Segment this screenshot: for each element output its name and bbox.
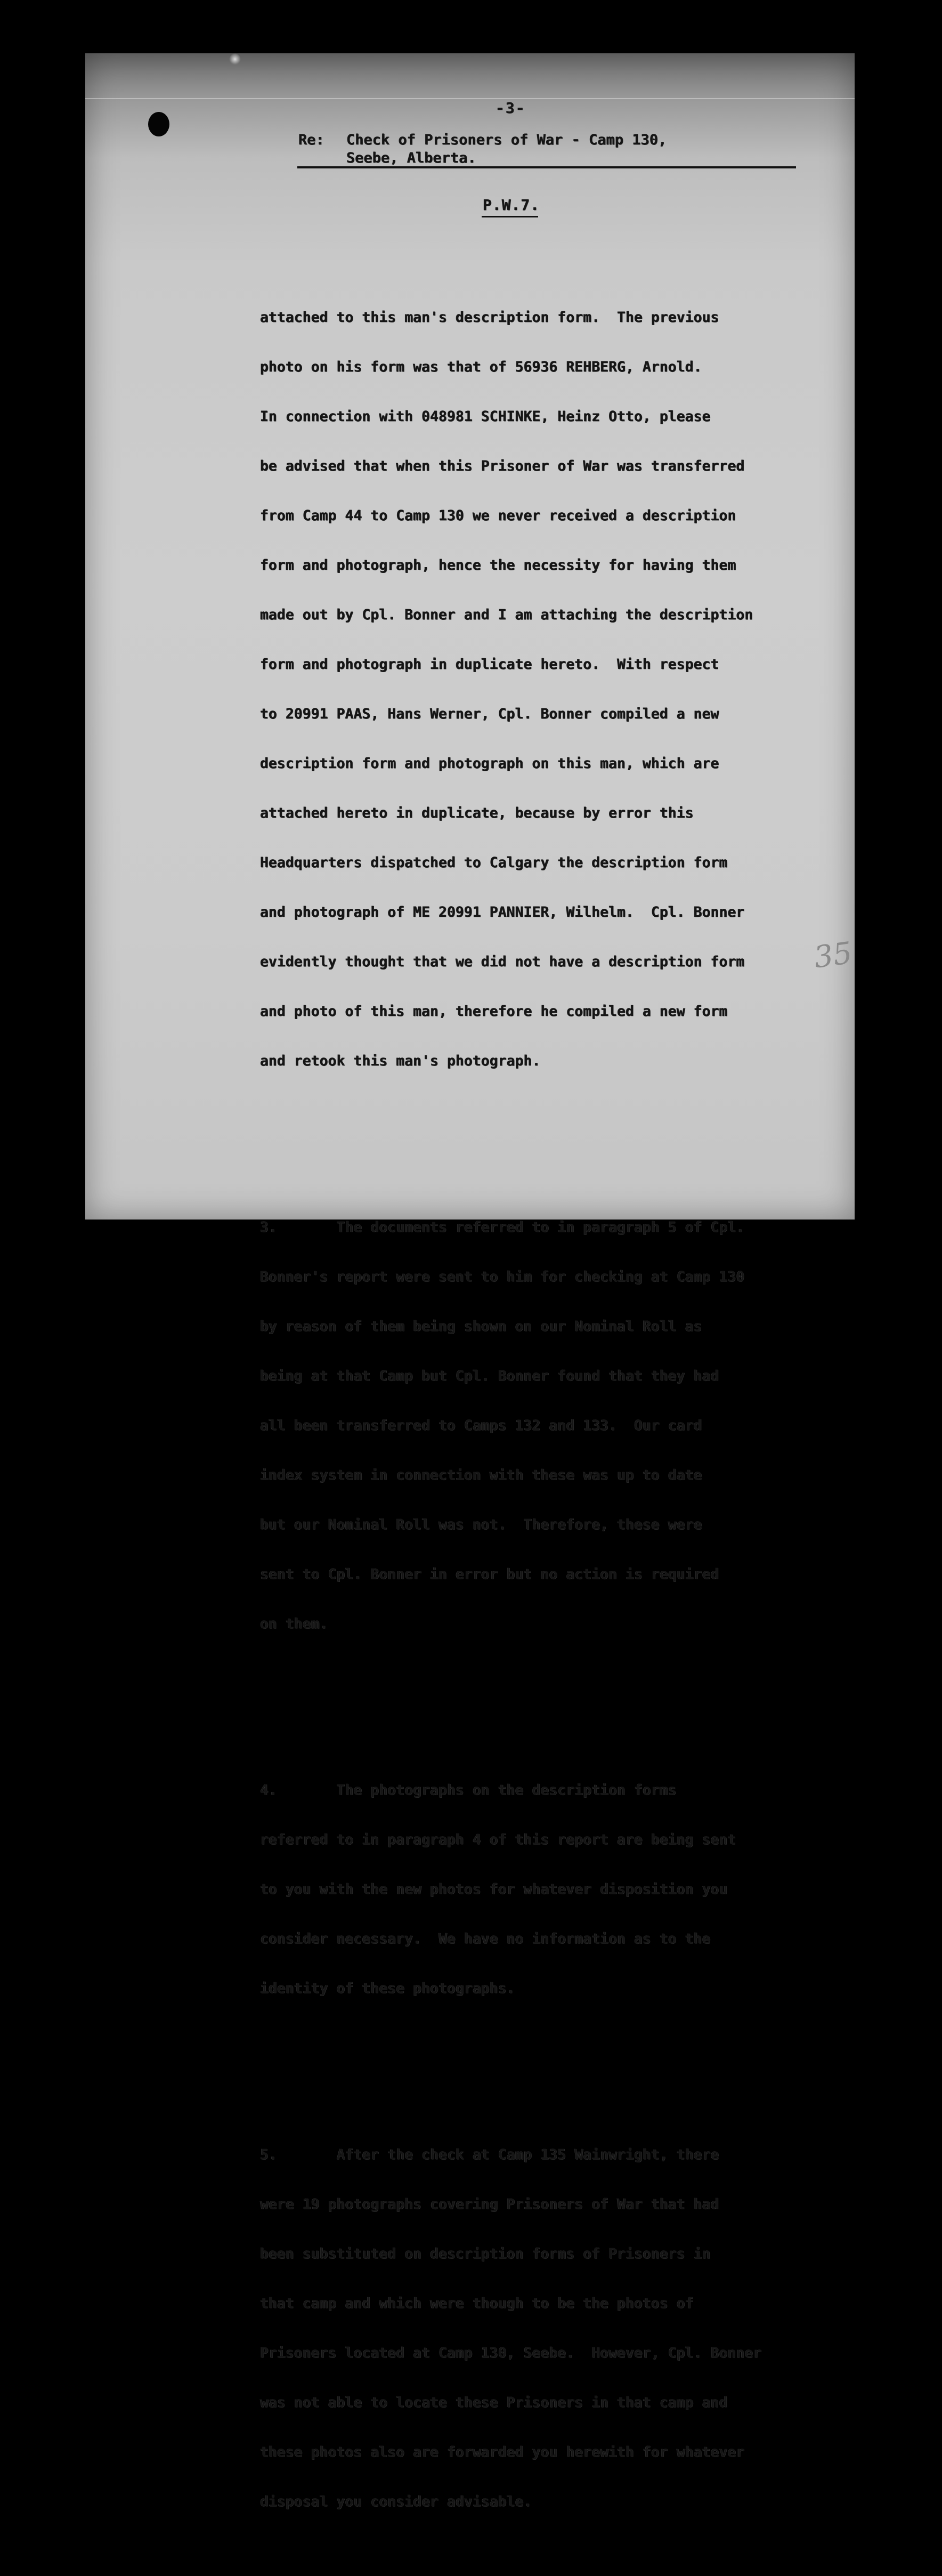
paragraph-gap bbox=[260, 1135, 825, 1153]
text-line: description form and photograph on this man, which are bbox=[260, 755, 719, 772]
text-line: 3. The documents referred to in paragraph 5 of Cpl. bbox=[260, 1219, 745, 1235]
paper-edge-line bbox=[85, 98, 855, 99]
text-line: In connection with 048981 SCHINKE, Heinz Otto, please bbox=[260, 408, 711, 425]
paragraph-intro bbox=[260, 276, 825, 1102]
letter-body bbox=[260, 243, 825, 2576]
text-line: that camp and which were though to be the photos of bbox=[260, 2295, 694, 2312]
text-line: but our Nominal Roll was not. Therefore, these were bbox=[260, 1516, 702, 1533]
text-line: and retook this man's photograph. bbox=[260, 1053, 541, 1069]
subject-line-1: Check of Prisoners of War - Camp 130, bbox=[346, 132, 667, 148]
text-line: to you with the new photos for whatever disposition you bbox=[260, 1881, 728, 1897]
subject-underline bbox=[297, 166, 796, 168]
section-heading-underline bbox=[482, 216, 538, 217]
text-line: from Camp 44 to Camp 130 we never received a description bbox=[260, 507, 736, 524]
text-line: on them. bbox=[260, 1616, 328, 1632]
text-line: and photograph of ME 20991 PANNIER, Wilhelm. Cpl. Bonner bbox=[260, 904, 745, 920]
handwritten-folio-number: 35 bbox=[811, 935, 855, 975]
text-line: 4. The photographs on the description forms bbox=[260, 1782, 677, 1798]
section-heading: P.W.7. bbox=[483, 196, 540, 214]
text-line: by reason of them being shown on our Nominal Roll as bbox=[260, 1318, 702, 1335]
text-line: identity of these photographs. bbox=[260, 1980, 515, 1997]
paragraph-5 bbox=[260, 2113, 825, 2543]
text-line: these photos also are forwarded you herewith for whatever bbox=[260, 2444, 745, 2460]
text-line: attached hereto in duplicate, because by error this bbox=[260, 805, 694, 821]
text-line: sent to Cpl. Bonner in error but no action is required bbox=[260, 1566, 719, 1582]
text-line: be advised that when this Prisoner of War was transferred bbox=[260, 458, 745, 474]
paragraph-4 bbox=[260, 1749, 825, 2030]
text-line: form and photograph in duplicate hereto. With respect bbox=[260, 656, 719, 673]
text-line: index system in connection with these was up to date bbox=[260, 1467, 702, 1483]
text-line: form and photograph, hence the necessity for having them bbox=[260, 557, 736, 574]
text-line: disposal you consider advisable. bbox=[260, 2493, 532, 2510]
dust-speck bbox=[229, 53, 241, 65]
text-line: evidently thought that we did not have a description form bbox=[260, 954, 745, 970]
text-line: and photo of this man, therefore he compiled a new form bbox=[260, 1003, 728, 1020]
paragraph-gap bbox=[260, 2063, 825, 2080]
punch-hole bbox=[148, 112, 169, 136]
paragraph-3 bbox=[260, 1186, 825, 1665]
text-line: 5. After the check at Camp 135 Wainwright, there bbox=[260, 2146, 719, 2163]
text-line: consider necessary. We have no information as to the bbox=[260, 1931, 711, 1947]
subject-label: Re: bbox=[298, 132, 324, 148]
text-line: Bonner's report were sent to him for checking at Camp 130 bbox=[260, 1269, 745, 1285]
text-line: referred to in paragraph 4 of this report are being sent bbox=[260, 1831, 736, 1848]
text-line: was not able to locate these Prisoners in that camp and bbox=[260, 2394, 728, 2411]
text-line: attached to this man's description form. The previous bbox=[260, 309, 719, 326]
paragraph-gap bbox=[260, 1698, 825, 1716]
text-line: all been transferred to Camps 132 and 133. Our card bbox=[260, 1417, 702, 1434]
text-line: Headquarters dispatched to Calgary the description form bbox=[260, 854, 728, 871]
page-number: -3- bbox=[496, 99, 526, 117]
subject-line-2: Seebe, Alberta. bbox=[346, 150, 476, 166]
text-line: were 19 photographs covering Prisoners of War that had bbox=[260, 2196, 719, 2212]
text-line: photo on his form was that of 56936 REHBERG, Arnold. bbox=[260, 359, 702, 375]
text-line: to 20991 PAAS, Hans Werner, Cpl. Bonner compiled a new bbox=[260, 706, 719, 722]
document-page bbox=[85, 53, 855, 2510]
text-line: Prisoners located at Camp 130, Seebe. However, Cpl. Bonner bbox=[260, 2345, 762, 2361]
text-line: made out by Cpl. Bonner and I am attaching the description bbox=[260, 607, 753, 623]
text-line: been substituted on description forms of Prisoners in bbox=[260, 2246, 711, 2262]
text-line: being at that Camp but Cpl. Bonner found that they had bbox=[260, 1368, 719, 1384]
